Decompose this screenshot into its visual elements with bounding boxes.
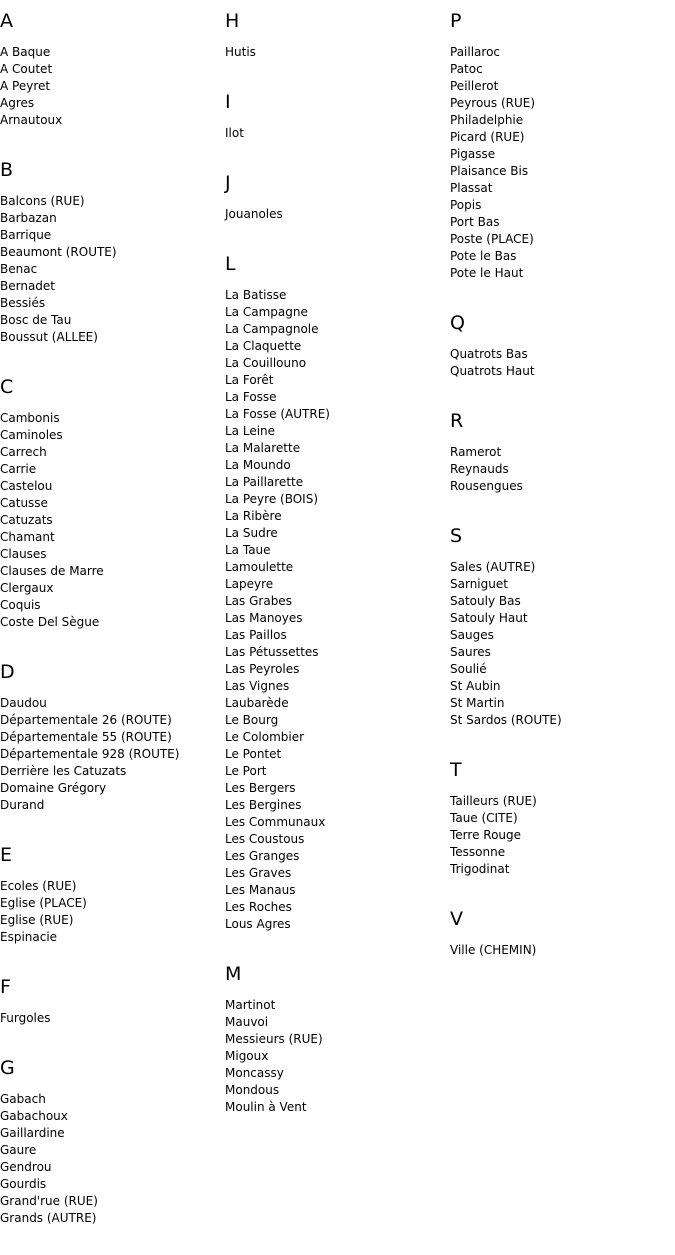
letter-section bbox=[450, 523, 675, 729]
street-link[interactable]: Reynauds bbox=[450, 462, 509, 476]
street-link[interactable]: Boussut (ALLEE) bbox=[0, 330, 98, 344]
street-link[interactable]: Catuzats bbox=[0, 513, 53, 527]
street-link[interactable]: Gabach bbox=[0, 1092, 46, 1106]
letter-section bbox=[450, 408, 675, 495]
letter-section bbox=[0, 157, 225, 346]
street-link[interactable]: A Coutet bbox=[0, 62, 53, 76]
street-link[interactable]: Furgoles bbox=[0, 1011, 51, 1025]
street-list bbox=[450, 44, 675, 282]
letter-section bbox=[225, 170, 450, 223]
letter-heading: P bbox=[450, 10, 462, 32]
letter-section bbox=[450, 906, 675, 959]
street-link[interactable]: Messieurs (RUE) bbox=[225, 1032, 323, 1046]
letter-section bbox=[0, 374, 225, 631]
letter-section bbox=[450, 757, 675, 878]
street-link[interactable]: Gaure bbox=[0, 1143, 37, 1157]
directory-column bbox=[0, 8, 225, 1255]
letter-section bbox=[450, 310, 675, 380]
street-link[interactable]: Lamoulette bbox=[225, 560, 294, 574]
street-link[interactable]: Pote le Bas bbox=[450, 249, 517, 263]
street-link[interactable]: La Moundo bbox=[225, 458, 291, 472]
street-link[interactable]: St Sardos (ROUTE) bbox=[450, 713, 562, 727]
street-link[interactable]: A Peyret bbox=[0, 79, 51, 93]
street-link[interactable]: Beaumont (ROUTE) bbox=[0, 245, 117, 259]
street-link[interactable]: Migoux bbox=[225, 1049, 269, 1063]
street-link[interactable]: La Peyre (BOIS) bbox=[225, 492, 318, 506]
street-link[interactable]: Las Paillos bbox=[225, 628, 287, 642]
street-link[interactable]: Castelou bbox=[0, 479, 53, 493]
street-link[interactable]: Barrique bbox=[0, 228, 52, 242]
street-link[interactable]: Le Bourg bbox=[225, 713, 279, 727]
street-link[interactable]: Les Communaux bbox=[225, 815, 326, 829]
street-link[interactable]: Grand'rue (RUE) bbox=[0, 1194, 98, 1208]
street-link[interactable]: Lapeyre bbox=[225, 577, 274, 591]
street-link[interactable]: A Baque bbox=[0, 45, 51, 59]
street-link[interactable]: Chamant bbox=[0, 530, 55, 544]
street-link[interactable]: La Forêt bbox=[225, 373, 274, 387]
street-link[interactable]: La Campagne bbox=[225, 305, 308, 319]
street-link[interactable]: Saures bbox=[450, 645, 491, 659]
street-link[interactable]: Daudou bbox=[0, 696, 47, 710]
street-link[interactable]: Sauges bbox=[450, 628, 494, 642]
street-link[interactable]: Carrie bbox=[0, 462, 37, 476]
street-link[interactable]: La Ribère bbox=[225, 509, 282, 523]
street-link[interactable]: Sarniguet bbox=[450, 577, 508, 591]
street-list bbox=[225, 997, 450, 1116]
street-link[interactable]: Bernadet bbox=[0, 279, 56, 293]
street-list bbox=[0, 410, 225, 631]
street-link[interactable]: Carrech bbox=[0, 445, 47, 459]
street-link[interactable]: St Aubin bbox=[450, 679, 501, 693]
street-link[interactable]: La Couillouno bbox=[225, 356, 307, 370]
street-list bbox=[0, 695, 225, 814]
street-link[interactable]: Terre Rouge bbox=[450, 828, 522, 842]
street-link[interactable]: Paillaroc bbox=[450, 45, 501, 59]
street-link[interactable]: La Claquette bbox=[225, 339, 302, 353]
letter-section bbox=[225, 89, 450, 142]
street-link[interactable]: La Malarette bbox=[225, 441, 301, 455]
street-link[interactable]: Coste Del Sègue bbox=[0, 615, 100, 629]
street-link[interactable]: La Sudre bbox=[225, 526, 278, 540]
street-link[interactable]: Ecoles (RUE) bbox=[0, 879, 77, 893]
street-link[interactable]: Soulié bbox=[450, 662, 487, 676]
street-list bbox=[225, 287, 450, 933]
street-link[interactable]: Sales (AUTRE) bbox=[450, 560, 536, 574]
street-link[interactable]: Philadelphie bbox=[450, 113, 524, 127]
street-list bbox=[0, 44, 225, 129]
street-list bbox=[0, 193, 225, 346]
street-link[interactable]: Les Manaus bbox=[225, 883, 296, 897]
street-link[interactable]: Bosc de Tau bbox=[0, 313, 72, 327]
letter-heading: V bbox=[450, 908, 463, 930]
street-link[interactable]: Les Bergers bbox=[225, 781, 296, 795]
street-link[interactable]: Moulin à Vent bbox=[225, 1100, 307, 1114]
letter-section bbox=[0, 8, 225, 129]
letter-section bbox=[0, 842, 225, 946]
street-list bbox=[225, 125, 450, 142]
street-link[interactable]: Patoc bbox=[450, 62, 483, 76]
street-link[interactable]: Quatrots Bas bbox=[450, 347, 528, 361]
street-link[interactable]: Mondous bbox=[225, 1083, 280, 1097]
street-link[interactable]: Picard (RUE) bbox=[450, 130, 525, 144]
letter-heading: F bbox=[0, 976, 11, 998]
street-link[interactable]: Satouly Bas bbox=[450, 594, 521, 608]
street-link[interactable]: Quatrots Haut bbox=[450, 364, 535, 378]
street-link[interactable]: Poste (PLACE) bbox=[450, 232, 534, 246]
street-link[interactable]: Eglise (RUE) bbox=[0, 913, 74, 927]
street-link[interactable]: Les Granges bbox=[225, 849, 300, 863]
letter-section bbox=[0, 1055, 225, 1227]
street-link[interactable]: Martinot bbox=[225, 998, 276, 1012]
street-link[interactable]: Las Peyroles bbox=[225, 662, 300, 676]
street-link[interactable]: Trigodinat bbox=[450, 862, 510, 876]
street-link[interactable]: La Fosse bbox=[225, 390, 277, 404]
street-link[interactable]: Espinacie bbox=[0, 930, 58, 944]
letter-heading: I bbox=[225, 91, 231, 113]
street-link[interactable]: Départementale 26 (ROUTE) bbox=[0, 713, 172, 727]
street-link[interactable]: Le Colombier bbox=[225, 730, 305, 744]
street-link[interactable]: Moncassy bbox=[225, 1066, 284, 1080]
street-link[interactable]: Derrière les Catuzats bbox=[0, 764, 127, 778]
street-list bbox=[0, 1091, 225, 1227]
street-link[interactable]: Lous Agres bbox=[225, 917, 291, 931]
street-link[interactable]: Gabachoux bbox=[0, 1109, 68, 1123]
street-link[interactable]: Domaine Grégory bbox=[0, 781, 107, 795]
street-link[interactable]: Plaisance Bis bbox=[450, 164, 529, 178]
street-list bbox=[0, 1010, 225, 1027]
letter-heading: E bbox=[0, 844, 13, 866]
street-link[interactable]: Départementale 55 (ROUTE) bbox=[0, 730, 172, 744]
street-link[interactable]: Plassat bbox=[450, 181, 493, 195]
street-list bbox=[450, 559, 675, 729]
street-link[interactable]: La Taue bbox=[225, 543, 271, 557]
street-link[interactable]: Arnautoux bbox=[0, 113, 63, 127]
street-link[interactable]: Las Manoyes bbox=[225, 611, 303, 625]
street-list bbox=[450, 793, 675, 878]
street-link[interactable]: Taue (CITE) bbox=[450, 811, 518, 825]
street-link[interactable]: Agres bbox=[0, 96, 35, 110]
street-link[interactable]: Balcons (RUE) bbox=[0, 194, 85, 208]
street-link[interactable]: Catusse bbox=[0, 496, 48, 510]
street-link[interactable]: Cambonis bbox=[0, 411, 60, 425]
street-list bbox=[225, 44, 450, 61]
street-list bbox=[0, 878, 225, 946]
letter-heading: L bbox=[225, 253, 236, 275]
street-link[interactable]: La Campagnole bbox=[225, 322, 319, 336]
street-link[interactable]: Peillerot bbox=[450, 79, 499, 93]
street-link[interactable]: Pigasse bbox=[450, 147, 496, 161]
street-link[interactable]: Grands (AUTRE) bbox=[0, 1211, 97, 1225]
street-link[interactable]: Clauses bbox=[0, 547, 47, 561]
street-link[interactable]: Satouly Haut bbox=[450, 611, 528, 625]
street-link[interactable]: Coquis bbox=[0, 598, 41, 612]
street-link[interactable]: Mauvoi bbox=[225, 1015, 269, 1029]
letter-section bbox=[225, 961, 450, 1116]
street-link[interactable]: Clergaux bbox=[0, 581, 54, 595]
street-link[interactable]: La Batisse bbox=[225, 288, 287, 302]
letter-section bbox=[225, 8, 450, 61]
street-link[interactable]: La Leine bbox=[225, 424, 276, 438]
street-link[interactable]: Eglise (PLACE) bbox=[0, 896, 87, 910]
street-link[interactable]: Ilot bbox=[225, 126, 244, 140]
street-link[interactable]: Hutis bbox=[225, 45, 256, 59]
street-link[interactable]: Durand bbox=[0, 798, 45, 812]
letter-heading: S bbox=[450, 525, 463, 547]
street-link[interactable]: Pote le Haut bbox=[450, 266, 524, 280]
letter-section bbox=[0, 974, 225, 1027]
street-link[interactable]: Barbazan bbox=[0, 211, 57, 225]
street-list bbox=[450, 346, 675, 380]
letter-heading: H bbox=[225, 10, 240, 32]
letter-heading: B bbox=[0, 159, 14, 181]
street-link[interactable]: Le Pontet bbox=[225, 747, 282, 761]
street-link[interactable]: La Fosse (AUTRE) bbox=[225, 407, 330, 421]
street-list bbox=[450, 942, 675, 959]
street-list bbox=[225, 206, 450, 223]
street-link[interactable]: Jouanoles bbox=[225, 207, 283, 221]
letter-heading: C bbox=[0, 376, 14, 398]
street-link[interactable]: Gendrou bbox=[0, 1160, 52, 1174]
street-link[interactable]: La Paillarette bbox=[225, 475, 304, 489]
street-link[interactable]: Départementale 928 (ROUTE) bbox=[0, 747, 180, 761]
street-link[interactable]: Tailleurs (RUE) bbox=[450, 794, 537, 808]
street-list bbox=[450, 444, 675, 495]
street-link[interactable]: Les Roches bbox=[225, 900, 292, 914]
street-link[interactable]: St Martin bbox=[450, 696, 505, 710]
letter-heading: G bbox=[0, 1057, 15, 1079]
street-link[interactable]: Peyrous (RUE) bbox=[450, 96, 536, 110]
street-link[interactable]: Tessonne bbox=[450, 845, 506, 859]
street-link[interactable]: Rousengues bbox=[450, 479, 523, 493]
street-link[interactable]: Ville (CHEMIN) bbox=[450, 943, 537, 957]
street-link[interactable]: Les Graves bbox=[225, 866, 292, 880]
letter-section bbox=[450, 8, 675, 282]
letter-heading: R bbox=[450, 410, 464, 432]
street-link[interactable]: Laubarède bbox=[225, 696, 289, 710]
directory-column bbox=[450, 8, 675, 987]
street-link[interactable]: Port Bas bbox=[450, 215, 500, 229]
letter-heading: Q bbox=[450, 312, 465, 334]
street-link[interactable]: Clauses de Marre bbox=[0, 564, 104, 578]
letter-heading: T bbox=[450, 759, 462, 781]
street-link[interactable]: Ramerot bbox=[450, 445, 502, 459]
street-link[interactable]: Popis bbox=[450, 198, 482, 212]
street-link[interactable]: Caminoles bbox=[0, 428, 63, 442]
letter-heading: D bbox=[0, 661, 15, 683]
directory-column bbox=[225, 8, 450, 1144]
street-link[interactable]: Les Bergines bbox=[225, 798, 302, 812]
street-link[interactable]: Las Pétussettes bbox=[225, 645, 319, 659]
letter-heading: A bbox=[0, 10, 13, 32]
street-link[interactable]: Las Grabes bbox=[225, 594, 292, 608]
street-link[interactable]: Bessiés bbox=[0, 296, 46, 310]
street-link[interactable]: Gourdis bbox=[0, 1177, 47, 1191]
street-link[interactable]: Las Vignes bbox=[225, 679, 290, 693]
letter-section bbox=[0, 659, 225, 814]
street-link[interactable]: Benac bbox=[0, 262, 38, 276]
street-link[interactable]: Gaillardine bbox=[0, 1126, 65, 1140]
letter-heading: J bbox=[225, 172, 231, 194]
letter-heading: M bbox=[225, 963, 242, 985]
street-link[interactable]: Le Port bbox=[225, 764, 267, 778]
street-link[interactable]: Les Coustous bbox=[225, 832, 305, 846]
letter-section bbox=[225, 251, 450, 933]
